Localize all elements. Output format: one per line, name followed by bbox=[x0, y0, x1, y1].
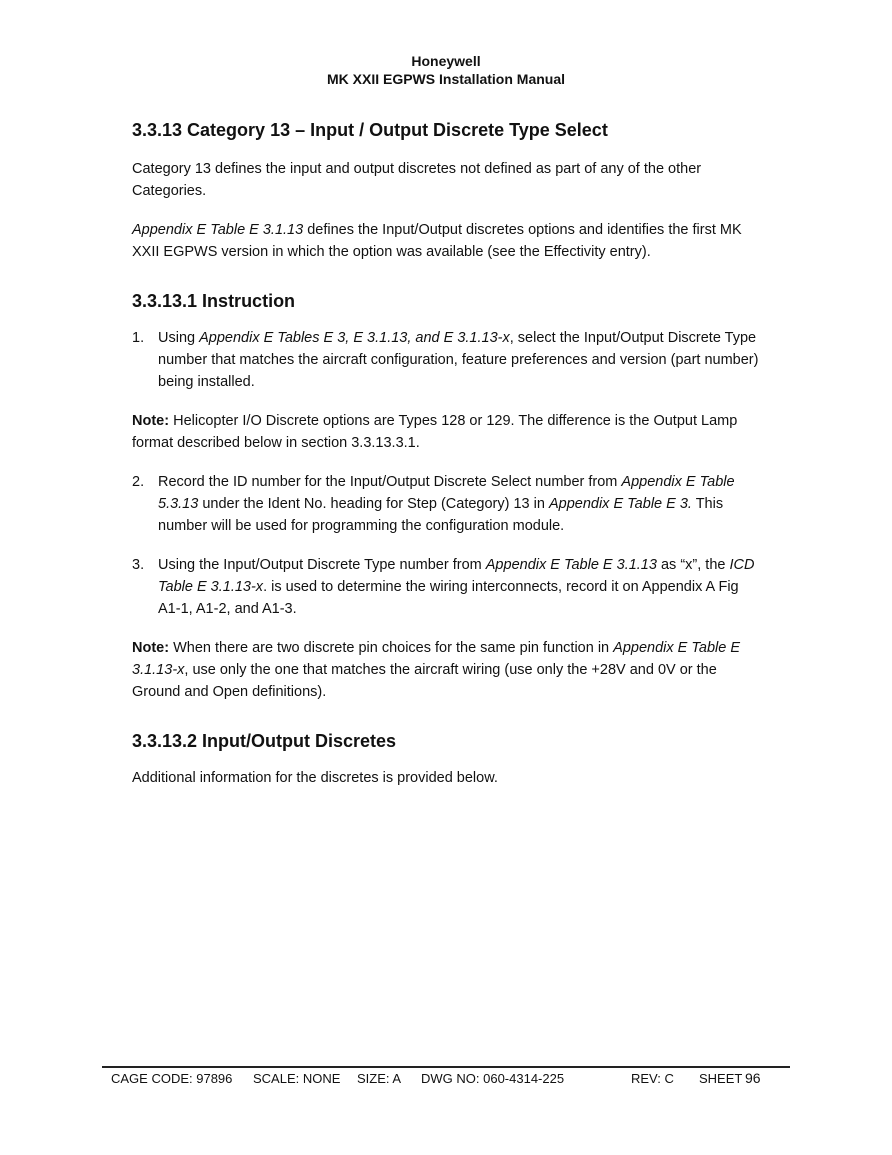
footer-divider bbox=[102, 1066, 790, 1068]
note-label: Note: bbox=[132, 640, 170, 656]
discretes-title: 3.3.13.2 Input/Output Discretes bbox=[132, 731, 397, 751]
footer-cage-code: CAGE CODE: 97896 bbox=[111, 1071, 233, 1086]
section-paragraph-2: Appendix E Table E 3.1.13 defines the Input/Output discretes options and identifies the first MK XXII EGPWS version in which the option was available (see the Effectivity entry). bbox=[132, 222, 742, 260]
note-2: Note: When there are two discrete pin choices for the same pin function in Appendix E Table E 3.1.13-x, use only the one that matches the aircraft wiring (use only the +28V and 0V or the Ground and Open definitions). bbox=[132, 640, 740, 700]
instruction-item-1: 1. Using Appendix E Tables E 3, E 3.1.13, and E 3.1.13-x, select the Input/Output Discrete Type number that matches the aircraft configuration, feature preferences and version (part number) being installed. bbox=[132, 330, 759, 390]
header-company: Honeywell bbox=[411, 53, 481, 69]
section-title: 3.3.13 Category 13 – Input / Output Discrete Type Select bbox=[132, 120, 608, 140]
instruction-item-2: 2. Record the ID number for the Input/Output Discrete Select number from Appendix E Table 5.3.13 under the Ident No. heading for Step (Category) 13 in Appendix E Table E 3. This number will be used for programming the configuration module. bbox=[132, 474, 735, 534]
note-1: Note: Helicopter I/O Discrete options are Types 128 or 129. The difference is the Output Lamp format described below in section 3.3.13.3.1. bbox=[132, 413, 738, 451]
footer-sheet-number: 96 bbox=[745, 1070, 761, 1086]
footer-sheet-label: SHEET bbox=[699, 1071, 743, 1086]
section-paragraph-1: Category 13 defines the input and output discretes not defined as part of any of the other Categories. bbox=[132, 161, 702, 199]
footer-size: SIZE: A bbox=[357, 1071, 402, 1086]
page-header bbox=[0, 52, 892, 88]
footer-dwg-no: DWG NO: 060-4314-225 bbox=[421, 1071, 565, 1086]
page-content bbox=[132, 118, 762, 806]
instruction-title: 3.3.13.1 Instruction bbox=[132, 291, 296, 311]
appendix-ref: Appendix E Table E 3.1.13 bbox=[132, 222, 304, 238]
discretes-paragraph: Additional information for the discretes is provided below. bbox=[132, 770, 498, 786]
footer-scale: SCALE: NONE bbox=[253, 1071, 341, 1086]
instruction-item-3: 3. Using the Input/Output Discrete Type number from Appendix E Table E 3.1.13 as “x”, the ICD Table E 3.1.13-x. is used to determine the wiring interconnects, record it on Appendix A Fig A1-1, A1-2, and A1-3. bbox=[132, 557, 755, 617]
header-manual-title: MK XXII EGPWS Installation Manual bbox=[326, 71, 566, 87]
footer-rev: REV: C bbox=[631, 1071, 674, 1086]
note-label: Note: bbox=[132, 413, 170, 429]
